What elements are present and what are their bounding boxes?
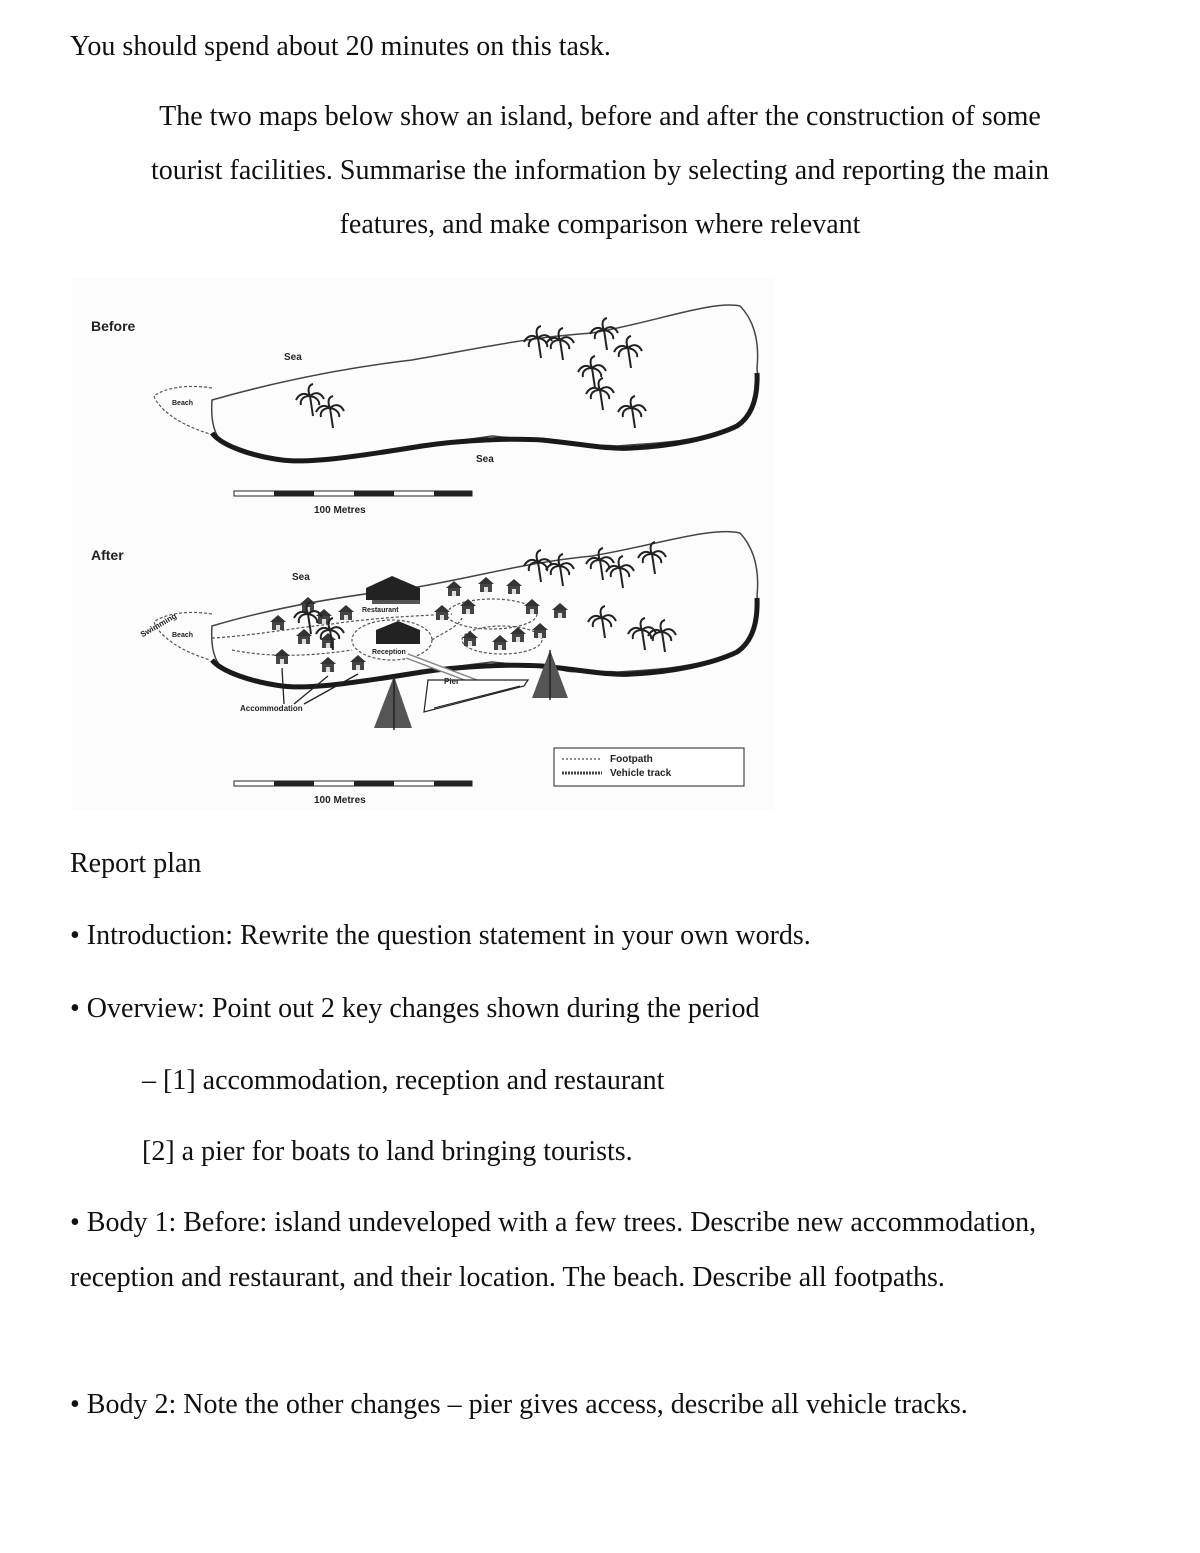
after-title: After: [91, 547, 124, 563]
time-note: You should spend about 20 minutes on this task.: [70, 31, 611, 62]
after-sea-label: Sea: [292, 572, 310, 583]
before-beach: [154, 386, 212, 434]
after-scale-label: 100 Metres: [314, 795, 366, 806]
prompt-line-3: features, and make comparison where relevant: [339, 209, 861, 240]
legend-vehicle-track-label: Vehicle track: [610, 768, 672, 779]
before-sea-bottom-label: Sea: [476, 454, 494, 465]
before-scale-bar: [234, 491, 472, 496]
after-island-outline: [212, 532, 758, 687]
prompt-line-1: The two maps below show an island, before and after the construction of some: [159, 101, 1041, 132]
prompt-line-2: tourist facilities. Summarise the information by selecting and reporting the main: [150, 155, 1050, 186]
map-legend: [554, 748, 744, 786]
restaurant-label: Restaurant: [362, 607, 399, 614]
before-palm-trees: [296, 318, 646, 428]
sailboat-left: [374, 676, 412, 730]
after-map: [91, 532, 758, 806]
report-plan-heading: Report plan: [70, 848, 202, 879]
before-map: [91, 305, 758, 516]
before-sea-top-label: Sea: [284, 352, 302, 363]
reception-building: [376, 621, 420, 644]
before-scale-label: 100 Metres: [314, 505, 366, 516]
reception-label: Reception: [372, 649, 406, 656]
after-beach-label: Beach: [172, 632, 194, 639]
plan-body-2: • Body 2: Note the other changes – pier gives access, describe all vehicle tracks.: [70, 1389, 968, 1420]
sailboat-right: [532, 650, 568, 700]
accommodation-label: Accommodation: [240, 704, 303, 713]
plan-intro: • Introduction: Rewrite the question statement in your own words.: [70, 920, 811, 951]
plan-overview-point-2: [2] a pier for boats to land bringing tourists.: [142, 1136, 633, 1167]
pier-label: Pier: [444, 677, 460, 686]
island-maps-figure: [72, 278, 774, 810]
after-scale-bar: [234, 781, 472, 786]
plan-body-1: • Body 1: Before: island undeveloped with a few trees. Describe new accommodation, reception and restaurant, and their location. The beach. Describe all footpaths.: [70, 1207, 1037, 1293]
after-swimming-label: Swimming: [138, 611, 179, 640]
after-palm-trees: [294, 542, 676, 652]
before-cliff-edge: [212, 373, 757, 461]
before-island-outline: [212, 305, 758, 460]
restaurant-building: [366, 576, 420, 604]
before-beach-label: Beach: [172, 400, 194, 407]
plan-overview-point-1: – [1] accommodation, reception and restaurant: [142, 1065, 665, 1096]
after-cliff-edge: [212, 598, 757, 687]
legend-footpath-label: Footpath: [610, 754, 653, 765]
plan-overview: • Overview: Point out 2 key changes shown during the period: [70, 993, 760, 1024]
pier: [424, 680, 528, 712]
before-title: Before: [91, 318, 136, 334]
